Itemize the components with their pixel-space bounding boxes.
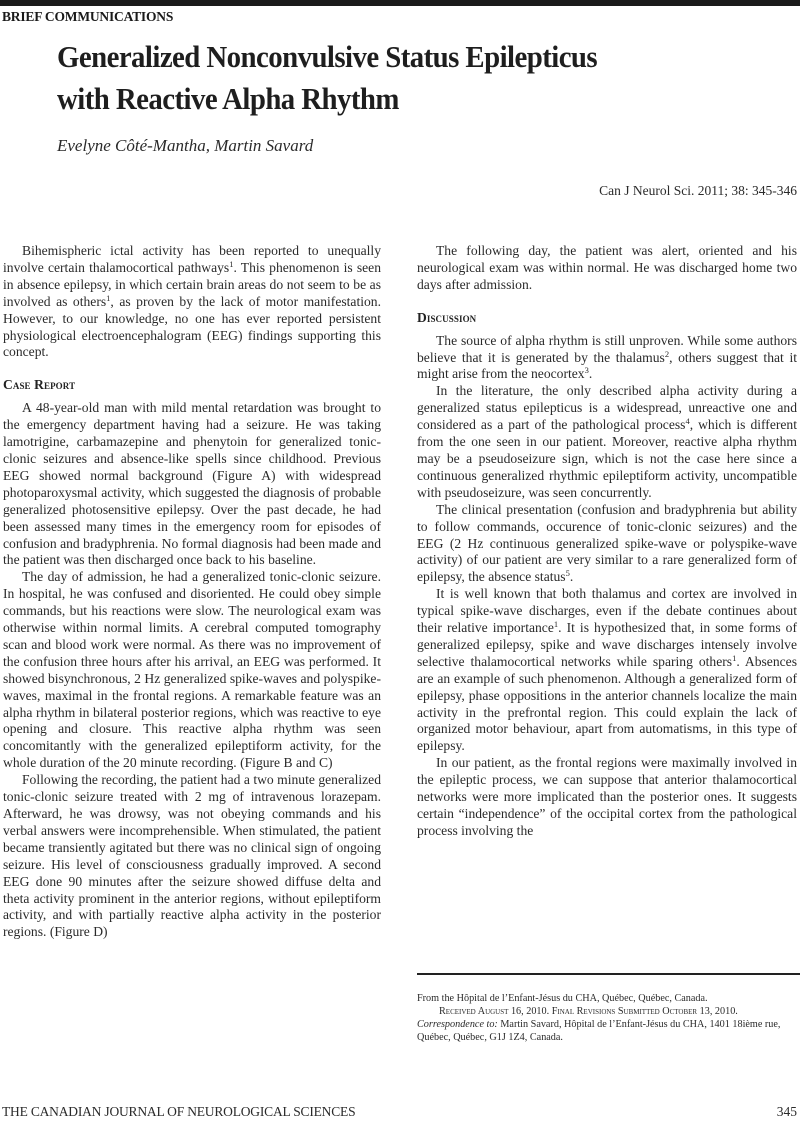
reference-5: 5 xyxy=(565,568,570,579)
section-label: BRIEF COMMUNICATIONS xyxy=(2,9,174,24)
case-paragraph-2: The day of admission, he had a generalized tonic-clonic seizure. In hospital, he was confused and disoriented. He could obey simple commands, but his reactions were slow. The neurological exam was otherwise within normal limits. A cerebral computed tomography scan and blood work were normal. As there was no improvement of the confusion three hours after his arrival, an EEG was performed. It showed bisynchronous, 2 Hz generalized spike-waves and polyspike-waves, maximal in the frontal regions. A remarkable feature was an alpha rhythm in bilateral posterior regions, which was reactive to eye opening and closure. This reactive alpha rhythm was seen concomitantly with the generalized epileptiform activity, for the whole duration of the 20 minute recording. (Figure B and C) xyxy=(3,569,381,771)
title-line-1: Generalized Nonconvulsive Status Epilepticus xyxy=(57,39,598,74)
text: Bihemispheric ictal activity has been reported to unequally involve certain thalamocortical pathways xyxy=(3,243,381,275)
footnote-divider xyxy=(417,973,800,975)
reference-1: 1 xyxy=(553,619,559,630)
footnotes xyxy=(417,992,800,1044)
case-report-heading: Case Report xyxy=(3,377,76,393)
text: . This phenomenon is seen in absence epilepsy, in which certain brain areas do not seem to be as involved as others xyxy=(3,259,381,309)
discussion-paragraph-3 xyxy=(417,502,797,587)
article-title xyxy=(57,36,782,120)
correspondence-text: Martin Savard, Hôpital de l’Enfant-Jésus du CHA, 1401 18ième rue, Québec, Québec, G1J 1Z4, Canada. xyxy=(417,1019,781,1044)
discussion-paragraph-4 xyxy=(417,586,797,755)
reference-3: 3 xyxy=(584,365,589,376)
citation: Can J Neurol Sci. 2011; 38: 345-346 xyxy=(599,183,797,198)
reference-1: 1 xyxy=(732,652,737,663)
text: , which is different from the one seen in our patient. Moreover, reactive alpha rhythm may be a pseudoseizure sign, which is not the case here since a continuous generalized rhythmic epileptiform activity, uncompatible with pseudoseizure, was seen concurrently. xyxy=(417,417,797,500)
discussion-paragraph-2 xyxy=(417,383,797,501)
case-paragraph-1: A 48-year-old man with mild mental retardation was brought to the emergency department having had a seizure. He was taking lamotrigine, carbamazepine and phenytoin for generalized tonic-clonic seizures and absence-like spells since childhood. Previous EEG showed normal background (Figure A) with widespread photoparoxysmal activity, which suggested the diagnosis of probable generalized photosensitive epilepsy. Over the past decade, he had been assessed many times in the emergency room for episodes of confusion and bradyphrenia. No formal diagnosis had been made and the patient was then discharged once back to his baseline. xyxy=(3,400,381,568)
text: , as proven by the lack of motor manifestation. However, to our knowledge, no one has ever reported persistent physiological electroencephalogram (EEG) findings supporting this concept. xyxy=(3,293,382,360)
journal-footer: THE CANADIAN JOURNAL OF NEUROLOGICAL SCIENCES xyxy=(2,1104,356,1119)
reference-1: 1 xyxy=(229,258,234,269)
reference-2: 2 xyxy=(664,348,670,359)
text: It is well known that both thalamus and cortex are involved in typical spike-wave discharges, even if the debate continues about their relative importance xyxy=(417,586,797,636)
text: , others suggest that it might arise from the neocortex xyxy=(417,349,797,382)
text: In the literature, the only described alpha activity during a generalized status epilepticus is a widespread, unreactive one and considered as a part of the pathological process xyxy=(417,383,797,433)
following-day-paragraph: The following day, the patient was alert, oriented and his neurological exam was within normal. He was discharged home two days after admission. xyxy=(417,243,797,292)
text: The clinical presentation (confusion and bradyphrenia but ability to follow commands, occurence of tonic-clonic seizures) and the EEG (2 Hz continuous generalized spike-wave or polyspike-wave activity) of our patient are very similar to a rare generalized form of epilepsy, the absence status xyxy=(417,501,797,585)
discussion-heading: Discussion xyxy=(417,309,477,325)
discussion-paragraph-5: In our patient, as the frontal regions were maximally involved in the epileptic process, we can suppose that anterior thalamocortical networks were more implicated than the posterior ones. It suggests certain “independence” of the occipital cortex from the pathological process involving the xyxy=(417,755,797,838)
top-rule xyxy=(0,0,800,6)
text: The source of alpha rhythm is still unproven. While some authors believe that it is generated by the thalamus xyxy=(417,332,797,365)
reference-4: 4 xyxy=(685,416,690,427)
correspondence-label: Correspondence to: xyxy=(417,1019,498,1031)
left-column xyxy=(3,243,381,941)
text: . It is hypothesized that, in some forms of generalized epilepsy, spike and wave discharges intensely involve selective thalamocortical networks while sparing others xyxy=(417,620,797,669)
discussion-paragraph-1 xyxy=(417,333,797,384)
text: . xyxy=(569,569,574,585)
text: . Absences are an example of such phenomenon. Although a generalized form of epilepsy, phase oppositions in the anterior channels localize the main activity in the prefrontal region. This could explain the lack of organized motor behaviour, apart from automatisms, in this type of epilepsy. xyxy=(417,653,797,754)
authors: Evelyne Côté-Mantha, Martin Savard xyxy=(57,136,314,155)
page-number: 345 xyxy=(776,1104,797,1119)
correspondence xyxy=(417,1018,800,1044)
affiliation: From the Hôpital de l’Enfant-Jésus du CHA, Québec, Québec, Canada. xyxy=(417,993,708,1004)
reference-1: 1 xyxy=(106,292,111,303)
text: . xyxy=(588,366,593,382)
received-dates: Received August 16, 2010. Final Revisions Submitted October 13, 2010. xyxy=(439,1006,738,1018)
right-column xyxy=(417,243,797,840)
case-paragraph-3: Following the recording, the patient had a two minute generalized tonic-clonic seizure treated with 2 mg of intravenous lorazepam. Afterward, he was drowsy, was not obeying commands and his verbal answers were incomprehensible. When stimulated, the patient became transiently agitated but there was no clinical sign of ongoing seizure. His level of consciousness gradually improved. A second EEG done 90 minutes after the seizure showed diffuse delta and theta activity prominent in the anterior regions, without epileptiform activity, and with partially reactive alpha activity in the posterior regions. (Figure D) xyxy=(3,772,381,940)
intro-paragraph xyxy=(3,243,381,361)
title-line-2: with Reactive Alpha Rhythm xyxy=(57,81,399,116)
